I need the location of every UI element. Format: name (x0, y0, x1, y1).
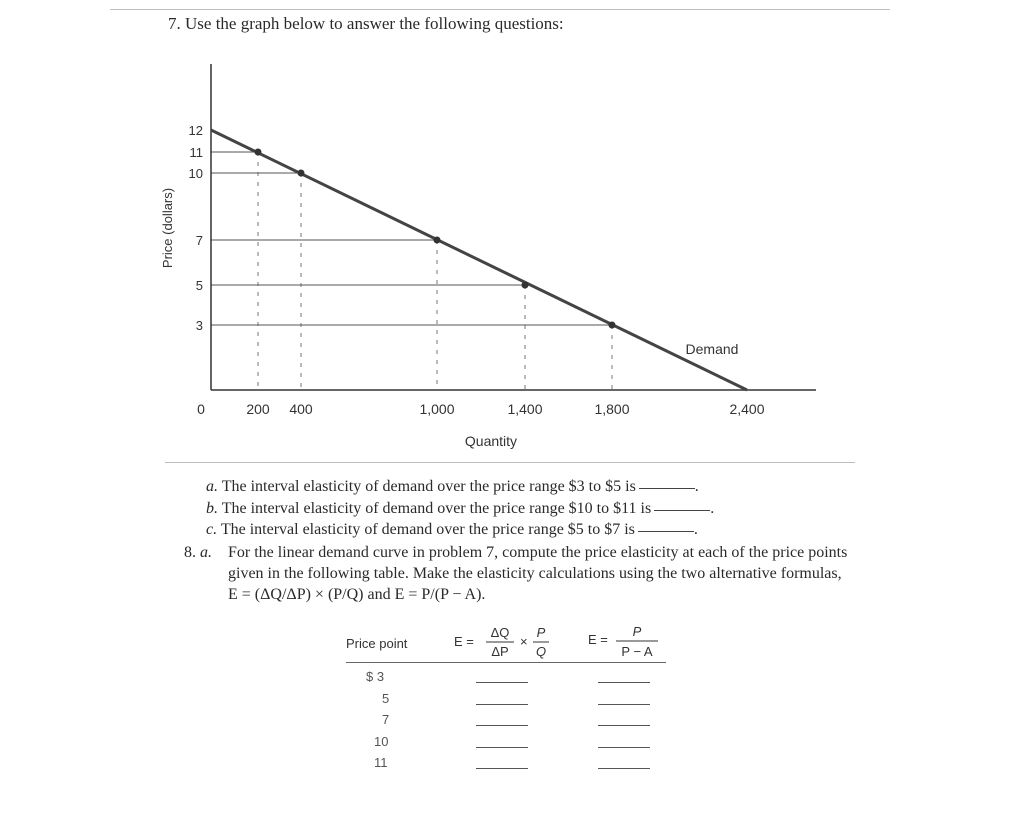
answer-blank[interactable] (598, 747, 650, 748)
demand-point-1 (255, 149, 262, 156)
question-8-letter: a. (200, 544, 212, 561)
formula-2 (586, 622, 666, 662)
question-7b-text: The interval elasticity of demand over the price range $10 to $11 is (221, 500, 652, 517)
answer-blank[interactable] (654, 510, 710, 511)
x-tick-label: 0 (197, 401, 205, 417)
answer-blank[interactable] (476, 725, 528, 726)
x-tick-label: 1,400 (507, 401, 543, 417)
formula-1 (452, 622, 562, 662)
demand-curve (211, 130, 747, 390)
demand-point-5 (609, 322, 616, 329)
question-7-text: Use the graph below to answer the following questions: (185, 14, 564, 33)
answer-blank[interactable] (639, 488, 695, 489)
table-row-price: 7 (382, 712, 390, 727)
demand-label: Demand (685, 341, 739, 357)
y-tick-label: 3 (195, 318, 203, 333)
formula-1-num2: P (536, 625, 546, 640)
question-7c-letter: c. (206, 521, 218, 538)
demand-point-2 (298, 170, 305, 177)
question-7b-letter: b. (206, 500, 218, 517)
table-row-price: 5 (382, 690, 390, 706)
y-tick-label: 5 (195, 278, 203, 293)
question-7a-text: The interval elasticity of demand over the price range $3 to $5 is (221, 478, 636, 495)
answer-blank[interactable] (598, 682, 650, 683)
question-8-number (184, 542, 212, 563)
table-row-price: 10 (374, 733, 389, 749)
question-7c: c. The interval elasticity of demand over the price range $5 to $7 is . (206, 521, 698, 538)
answer-blank[interactable] (476, 768, 528, 769)
divider-rule (165, 462, 855, 463)
table-row-price: 11 (374, 755, 388, 770)
formula-2-num: P (632, 624, 642, 639)
answer-blank[interactable] (476, 704, 528, 705)
question-7a-letter: a. (206, 478, 218, 495)
x-tick-label: 1,000 (419, 401, 455, 417)
y-tick-label: 7 (195, 233, 203, 248)
question-8-num: 8. (184, 544, 196, 561)
x-axis-label: Quantity (464, 433, 518, 449)
x-tick-label: 200 (246, 401, 270, 417)
x-tick-labels (197, 401, 765, 417)
y-tick-labels (189, 123, 203, 333)
table-row-price: $ 3 (366, 669, 385, 684)
guide-lines (211, 152, 612, 390)
question-8-text: For the linear demand curve in problem 7, compute the price elasticity at each of the price points given in the following table. Make the elasticity calculations using the two alternative formulas, E = (ΔQ/ΔP) × (P/Q) and E = P/(P − A). (228, 544, 848, 603)
x-tick-label: 2,400 (729, 401, 765, 417)
x-tick-label: 1,800 (594, 401, 630, 417)
answer-blank[interactable] (598, 768, 650, 769)
formula-1-times: × (520, 634, 528, 649)
formula-2-lhs: E = (588, 632, 608, 647)
demand-point-3 (434, 237, 441, 244)
y-axis-label: Price (dollars) (160, 187, 175, 269)
col-price-point-header: Price point (346, 636, 408, 651)
question-7a: a. The interval elasticity of demand over the price range $3 to $5 is . (206, 478, 699, 495)
answer-blank[interactable] (598, 725, 650, 726)
formula-1-den2: Q (535, 644, 547, 659)
y-tick-label: 10 (188, 166, 203, 181)
answer-blank[interactable] (598, 704, 650, 705)
demand-point-4 (522, 282, 529, 289)
answer-blank[interactable] (638, 531, 694, 532)
table-header-rule (346, 662, 666, 663)
formula-2-den: P − A (621, 644, 653, 659)
question-7-number: 7. (168, 14, 181, 33)
question-7c-text: The interval elasticity of demand over the price range $5 to $7 is (220, 521, 635, 538)
y-tick-label: 11 (189, 145, 203, 160)
formula-1-num1: ΔQ (490, 625, 510, 640)
y-tick-label: 12 (188, 123, 203, 138)
formula-1-den1: ΔP (491, 644, 509, 659)
answer-blank[interactable] (476, 747, 528, 748)
formula-1-lhs: E = (454, 634, 474, 649)
answer-blank[interactable] (476, 682, 528, 683)
question-7b: b. The interval elasticity of demand over the price range $10 to $11 is . (206, 500, 715, 517)
x-tick-label: 400 (289, 401, 313, 417)
